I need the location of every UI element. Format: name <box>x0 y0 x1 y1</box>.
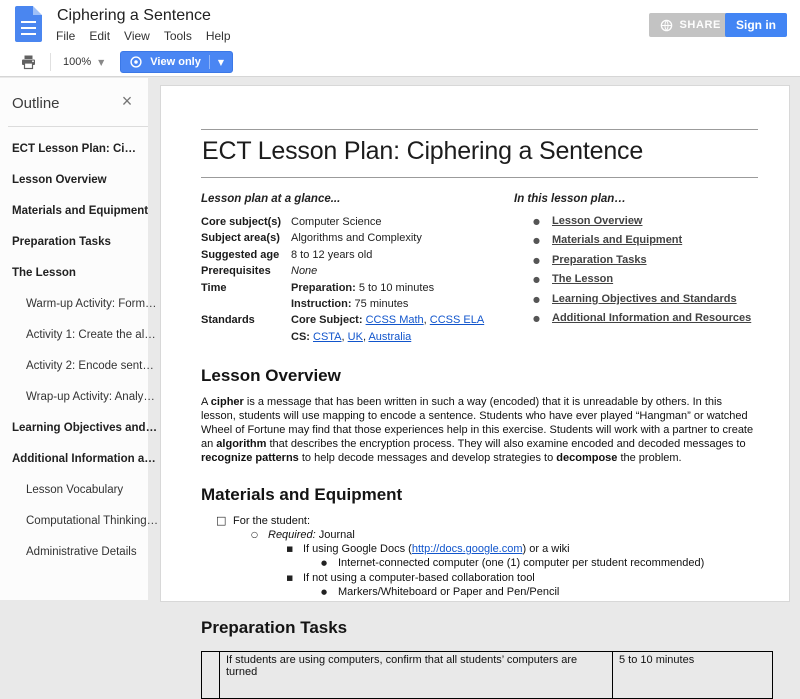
text-run: 75 minutes <box>351 298 409 311</box>
glance-row <box>201 280 514 313</box>
glance-value <box>291 247 372 263</box>
text-run: For the student: <box>233 514 311 527</box>
bullet-icon: ● <box>533 236 540 246</box>
text-run: , <box>423 314 430 327</box>
glance-label: Subject area(s) <box>201 232 280 245</box>
text-run: Core Subject: <box>291 314 366 327</box>
outline-title: Outline <box>12 95 60 112</box>
share-button[interactable] <box>649 13 732 37</box>
text-run: If not using a computer-based collaboration tool <box>303 571 535 584</box>
overview-heading: Lesson Overview <box>201 366 341 386</box>
glance-label: Time <box>201 281 227 294</box>
glance-row <box>201 214 514 230</box>
list-item <box>201 514 758 528</box>
section-preparation <box>201 618 758 699</box>
outline-item[interactable]: Computational Thinking… <box>26 515 159 527</box>
prep-heading: Preparation Tasks <box>201 618 348 637</box>
circ-filled-bullet-icon: ● <box>321 559 328 568</box>
glance-value <box>291 214 382 230</box>
text-run: Computer Science <box>291 216 382 228</box>
glance-value <box>291 280 434 313</box>
toc-link[interactable]: Lesson Overview <box>552 215 643 227</box>
glance-row <box>201 247 514 263</box>
title-rule-bottom <box>201 177 758 178</box>
list-item <box>201 571 758 585</box>
menu-file[interactable]: File <box>56 29 76 43</box>
text-run: ) or a wiki <box>522 543 570 556</box>
text-run: Markers/Whiteboard or Paper and Pen/Pencil <box>338 585 560 598</box>
toc-item <box>514 309 758 328</box>
outline-item[interactable]: The Lesson <box>12 267 76 279</box>
toolbar <box>0 48 800 77</box>
chevron-down-icon[interactable]: ▼ <box>217 57 224 67</box>
outline-item[interactable]: Warm-up Activity: Form… <box>26 298 157 310</box>
outline-item[interactable]: Learning Objectives and… <box>12 422 158 434</box>
outline-item[interactable]: Wrap-up Activity: Analy… <box>26 391 155 403</box>
sign-in-label: Sign in <box>736 18 776 32</box>
toc-item <box>514 270 758 289</box>
document-title[interactable]: Ciphering a Sentence <box>57 7 211 24</box>
text-link[interactable]: CCSS Math <box>365 314 424 327</box>
toc-link[interactable]: Materials and Equipment <box>552 234 683 247</box>
glance-value <box>291 230 422 246</box>
text-run: Journal <box>315 528 355 541</box>
list-item-text <box>338 556 704 570</box>
globe-icon <box>660 19 673 32</box>
table-row <box>202 652 773 699</box>
text-run: Preparation: <box>291 281 356 294</box>
outline-item[interactable]: Lesson Vocabulary <box>26 484 124 496</box>
text-run: Internet-connected computer (one (1) computer per student recommended) <box>338 557 705 570</box>
text-run: CS: <box>291 330 313 343</box>
text-run: , <box>362 330 369 343</box>
toolbar-separator <box>50 53 51 71</box>
menu-edit[interactable]: Edit <box>89 29 111 43</box>
glance-label: Suggested age <box>201 248 280 261</box>
outline-item[interactable]: Lesson Overview <box>12 174 107 186</box>
text-run: decompose <box>556 451 618 464</box>
list-item <box>201 585 758 599</box>
section-lesson-overview <box>201 366 758 466</box>
glance-row <box>201 230 514 246</box>
outline-item[interactable]: Administrative Details <box>26 546 137 558</box>
text-run: If using Google Docs ( <box>303 543 412 556</box>
print-icon <box>20 54 37 70</box>
google-docs-icon[interactable] <box>15 6 42 42</box>
zoom-select[interactable] <box>63 56 104 68</box>
list-item <box>201 556 758 570</box>
text-link[interactable]: CCSS ELA <box>429 314 485 327</box>
sq-filled-bullet-icon: ▪ <box>286 542 294 556</box>
docs-icon-fold <box>33 6 42 15</box>
list-item-text <box>233 514 310 528</box>
toc-link[interactable]: Additional Information and Resources <box>552 312 752 325</box>
bullet-icon: ● <box>533 275 540 285</box>
glance-value <box>291 263 317 279</box>
text-run: the problem. <box>617 451 682 464</box>
view-only-button[interactable] <box>120 51 233 73</box>
prep-table <box>201 651 773 699</box>
text-run: , <box>341 330 348 343</box>
sq-hollow-bullet-icon: □ <box>216 513 227 527</box>
doc-heading: ECT Lesson Plan: Ciphering a Sentence <box>202 137 644 165</box>
text-run: None <box>291 265 318 278</box>
text-link[interactable]: Australia <box>368 330 412 343</box>
text-run: 8 to 12 years old <box>291 248 373 261</box>
text-run: that describes the encryption process. They will also examine encoded and decoded messages to <box>266 437 746 450</box>
circ-filled-bullet-icon: ● <box>321 587 328 596</box>
outline-sidebar <box>0 78 159 600</box>
app-header <box>0 0 800 48</box>
toc-item <box>514 251 758 270</box>
outline-header <box>0 78 148 127</box>
list-item-text <box>303 571 535 585</box>
menu-help[interactable]: Help <box>205 29 231 43</box>
text-run: Instruction: <box>291 298 352 311</box>
bullet-icon: ● <box>533 294 540 304</box>
toc-item <box>514 212 758 231</box>
prep-task-cell: If students are using computers, confirm that all students’ computers are turned <box>220 652 613 699</box>
glance-label: Prerequisites <box>201 265 271 278</box>
list-item-text <box>268 528 355 542</box>
prep-time-cell: 5 to 10 minutes <box>613 652 773 699</box>
main-area <box>0 78 800 678</box>
outline-item[interactable]: Activity 1: Create the al… <box>26 329 156 341</box>
bullet-icon: ● <box>533 255 540 265</box>
text-link[interactable]: CSTA <box>313 330 342 343</box>
eye-icon <box>129 55 143 69</box>
toc-link[interactable]: The Lesson <box>552 273 614 286</box>
section-materials <box>201 485 758 599</box>
outline-item[interactable]: Activity 2: Encode sent… <box>26 360 154 372</box>
close-icon[interactable]: × <box>121 91 133 111</box>
text-run: recognize patterns <box>201 451 299 464</box>
toc-item <box>514 231 758 250</box>
text-link[interactable]: http://docs.google.com <box>411 543 523 556</box>
share-label: SHARE <box>679 19 721 31</box>
text-run: 5 to 10 minutes <box>355 281 435 294</box>
bullet-icon: ● <box>533 314 540 324</box>
sign-in-button[interactable] <box>725 13 787 37</box>
list-item <box>201 528 758 542</box>
glance-heading: Lesson plan at a glance... <box>201 193 341 205</box>
list-item-text <box>338 585 559 599</box>
text-run: Required: <box>268 528 316 541</box>
toc-list <box>514 212 758 328</box>
glance-label: Standards <box>201 314 255 327</box>
glance-value <box>291 312 484 345</box>
overview-paragraph <box>201 396 759 466</box>
glance-label: Core subject(s) <box>201 216 282 228</box>
toc-heading: In this lesson plan… <box>514 193 626 205</box>
outline-item[interactable]: Materials and Equipment <box>12 205 149 217</box>
text-link[interactable]: UK <box>347 330 363 343</box>
menu-view[interactable]: View <box>124 29 150 43</box>
zoom-value: 100% <box>63 56 92 68</box>
view-only-label: View only <box>150 56 201 68</box>
text-run: to help decode messages and develop strategies to <box>298 451 557 464</box>
document-page <box>160 85 790 678</box>
toc-link[interactable]: Learning Objectives and Standards <box>552 292 737 305</box>
text-run: A <box>201 396 211 409</box>
view-only-divider <box>209 55 210 69</box>
print-button[interactable] <box>20 54 37 70</box>
glance-row <box>201 263 514 279</box>
text-run: Algorithms and Complexity <box>291 232 422 245</box>
list-item-text <box>303 542 570 556</box>
list-item <box>201 542 758 556</box>
toc-item <box>514 290 758 309</box>
outline-item[interactable]: ECT Lesson Plan: Ci… <box>12 143 136 155</box>
glance-table <box>201 214 514 345</box>
circ-hollow-bullet-icon: ○ <box>251 529 258 539</box>
materials-list <box>201 514 758 599</box>
docs-icon-lines <box>21 21 36 36</box>
toc-column <box>514 193 758 345</box>
outline-list <box>0 127 159 568</box>
text-run: cipher <box>210 396 244 409</box>
text-run: algorithm <box>216 437 267 450</box>
materials-heading: Materials and Equipment <box>201 484 403 504</box>
chevron-down-icon: ▼ <box>98 57 105 67</box>
text-run: is a message that has been written in such a way (encoded) that it is unreadable by others. In this lesson, students will use mapping to encode a sentence. Students who have ever played “Hangman” or watched Wheel of Fortune may find that those experiences help in this exercise. Students will work with a partner to create an <box>201 396 754 450</box>
toc-link[interactable]: Preparation Tasks <box>552 253 647 266</box>
glance-column <box>201 193 514 345</box>
menu-bar <box>56 29 245 43</box>
outline-item[interactable]: Preparation Tasks <box>12 236 111 248</box>
sq-filled-bullet-icon: ▪ <box>286 570 294 584</box>
glance-row <box>201 312 514 345</box>
prep-checkbox-cell <box>202 652 220 699</box>
outline-item[interactable]: Additional Information a… <box>12 453 156 465</box>
bullet-icon: ● <box>533 217 540 226</box>
menu-tools[interactable]: Tools <box>163 29 192 43</box>
